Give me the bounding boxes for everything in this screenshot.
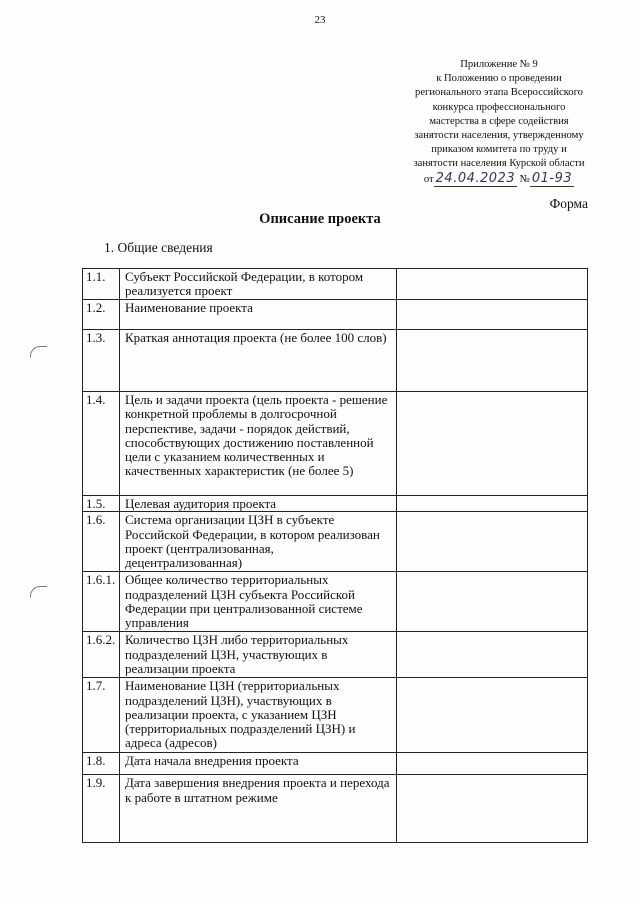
handwritten-order-number: 01-93: [531, 170, 573, 186]
row-label: Цель и задачи проекта (цель проекта - решение конкретной проблемы в долгосрочной перспективе, задачи - порядок действий, способствующих достижению поставленной цели с указанием количественных и качественных характеристик (не более 5): [120, 392, 397, 496]
row-value-cell[interactable]: [397, 775, 588, 843]
row-value-cell[interactable]: [397, 678, 588, 753]
general-info-table: [82, 268, 588, 843]
table-row: [83, 753, 588, 775]
row-label: Количество ЦЗН либо территориальных подразделений ЦЗН, участвующих в реализации проекта: [120, 632, 397, 678]
row-label: Общее количество территориальных подразделений ЦЗН субъекта Российской Федерации при централизованной системе управления: [120, 572, 397, 632]
row-value-cell[interactable]: [397, 392, 588, 496]
row-value-cell[interactable]: [397, 512, 588, 572]
row-number: 1.6.1.: [83, 572, 120, 632]
row-value-cell[interactable]: [397, 632, 588, 678]
section-heading: 1. Общие сведения: [104, 240, 213, 255]
row-label: Наименование ЦЗН (территориальных подразделений ЦЗН), участвующих в реализации проекта, с указанием ЦЗН (территориальных подразделений ЦЗН) и адреса (адресов): [120, 678, 397, 753]
row-number: 1.6.: [83, 512, 120, 572]
row-number: 1.6.2.: [83, 632, 120, 678]
row-label: Субъект Российской Федерации, в котором реализуется проект: [120, 269, 397, 300]
row-number: 1.2.: [83, 300, 120, 330]
row-value-cell[interactable]: [397, 753, 588, 775]
row-label: Система организации ЦЗН в субъекте Российской Федерации, в котором реализован проект (централизованная, децентрализованная): [120, 512, 397, 572]
row-label: Целевая аудитория проекта: [120, 496, 397, 512]
row-number: 1.4.: [83, 392, 120, 496]
row-label: Дата начала внедрения проекта: [120, 753, 397, 775]
document-title: Описание проекта: [259, 211, 381, 227]
row-value-cell[interactable]: [397, 572, 588, 632]
appendix-line: Приложение № 9: [460, 59, 538, 70]
row-number: 1.7.: [83, 678, 120, 753]
appendix-line: занятости населения, утвержденному: [414, 130, 584, 142]
table-row: [83, 632, 588, 678]
row-number: 1.5.: [83, 496, 120, 512]
row-value-cell[interactable]: [397, 269, 588, 300]
handwritten-order-date: 24.04.2023: [435, 170, 516, 186]
appendix-line: занятости населения Курской области: [413, 158, 585, 170]
table-row: [83, 330, 588, 392]
appendix-line: мастерства в сфере содействия: [429, 115, 569, 127]
row-value-cell[interactable]: [397, 496, 588, 512]
row-number: 1.9.: [83, 775, 120, 843]
row-label: Наименование проекта: [120, 300, 397, 330]
appendix-line: приказом комитета по труду и: [431, 144, 567, 156]
appendix-block: [396, 58, 602, 187]
table-row: [83, 572, 588, 632]
appendix-line: к Положению о проведении: [436, 73, 562, 85]
order-prefix: от: [423, 173, 434, 185]
row-number: 1.1.: [83, 269, 120, 300]
appendix-line: конкурса профессионального: [432, 101, 566, 113]
table-row: [83, 678, 588, 753]
form-label: Форма: [549, 196, 588, 211]
table-row: [83, 496, 588, 512]
table-row: [83, 392, 588, 496]
row-number: 1.8.: [83, 753, 120, 775]
table-row: [83, 775, 588, 843]
page-number: 23: [314, 14, 326, 26]
appendix-line: регионального этапа Всероссийского: [415, 87, 583, 99]
punch-hole-mark: [30, 586, 47, 597]
row-label: Дата завершения внедрения проекта и перехода к работе в штатном режиме: [120, 775, 397, 843]
row-value-cell[interactable]: [397, 300, 588, 330]
row-number: 1.3.: [83, 330, 120, 392]
row-label: Краткая аннотация проекта (не более 100 слов): [120, 330, 397, 392]
table-row: [83, 512, 588, 572]
row-value-cell[interactable]: [397, 330, 588, 392]
table-row: [83, 269, 588, 300]
order-number-prefix: №: [519, 173, 530, 185]
order-line: [396, 172, 602, 187]
punch-hole-mark: [30, 346, 47, 357]
table-row: [83, 300, 588, 330]
